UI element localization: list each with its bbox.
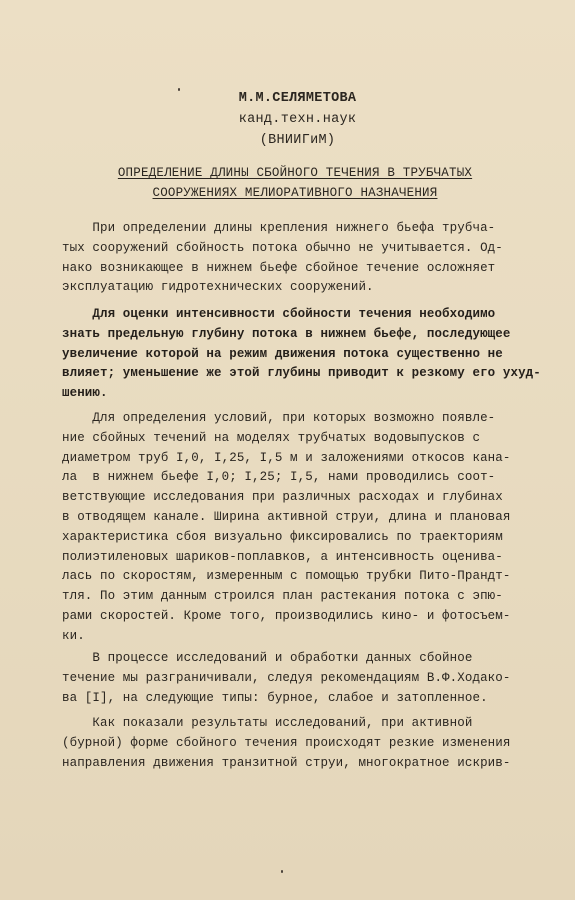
author-name: М.М.СЕЛЯМЕТОВА: [238, 91, 357, 106]
text-line: влияет; уменьшение же этой глубины приводит к резкому его ухуд-: [62, 366, 541, 381]
text-line: ла в нижнем бьефе I,0; I,25; I,5, нами проводились соот-: [62, 470, 496, 485]
text-line: ки.: [62, 628, 85, 643]
text-line: (бурной) форме сбойного течения происходят резкие изменения: [62, 735, 511, 750]
ink-speck: [281, 870, 283, 873]
paragraph-5: [62, 714, 522, 773]
text-line: тля. По этим данным строился план растекания потока с эпю-: [62, 589, 503, 604]
ink-speck: [178, 88, 180, 91]
text-line: в отводящем канале. Ширина активной струи, длина и плановая: [62, 509, 511, 524]
paragraph-1: [62, 219, 522, 298]
paragraph-4: [62, 649, 522, 708]
text-line: направления движения транзитной струи, многократное искрив-: [62, 755, 511, 770]
text-line: лась по скоростям, измеренным с помощью трубки Пито-Прандт-: [62, 569, 511, 584]
title-line: ОПРЕДЕЛЕНИЕ ДЛИНЫ СБОЙНОГО ТЕЧЕНИЯ В ТРУБЧАТЫХ: [117, 166, 473, 180]
text-line: знать предельную глубину потока в нижнем бьефе, последующее: [62, 326, 511, 341]
paragraph-2: [62, 305, 541, 404]
article-title: [60, 163, 530, 203]
text-line: ние сбойных течений на моделях трубчатых водовыпусков с: [62, 430, 481, 445]
text-line: Для оценки интенсивности сбойности течения необходимо: [62, 307, 496, 321]
text-line: рами скоростей. Кроме того, производились кино- и фотосъем-: [62, 608, 511, 623]
text-line: При определении длины крепления нижнего бьефа трубча-: [62, 221, 496, 235]
text-line: нако возникающее в нижнем бьефе сбойное течение осложняет: [62, 260, 496, 275]
text-line: течение мы разграничивали, следуя рекомендациям В.Ф.Ходако-: [62, 670, 511, 685]
text-line: Как показали результаты исследований, при активной: [62, 716, 473, 730]
text-line: характеристика сбоя визуально фиксировались по траекториям: [62, 529, 503, 544]
text-line: увеличение которой на режим движения потока существенно не: [62, 346, 503, 361]
paragraph-3: [62, 409, 522, 647]
text-line: эксплуатацию гидротехнических сооружений.: [62, 280, 374, 295]
text-line: диаметром труб I,0, I,25, I,5 м и заложениями откосов кана-: [62, 450, 511, 465]
author-organization: (ВНИИГиМ): [259, 133, 336, 148]
text-line: Для определения условий, при которых возможно появле-: [62, 411, 496, 425]
title-line: СООРУЖЕНИЯХ МЕЛИОРАТИВНОГО НАЗНАЧЕНИЯ: [152, 186, 438, 200]
author-degree: канд.техн.наук: [238, 112, 357, 127]
text-line: ветствующие исследования при различных расходах и глубинах: [62, 490, 503, 505]
text-line: шению.: [62, 386, 108, 401]
text-line: В процессе исследований и обработки данных сбойное: [62, 651, 473, 665]
text-line: тых сооружений сбойность потока обычно не учитывается. Од-: [62, 240, 503, 255]
text-line: полиэтиленовых шариков-поплавков, а интенсивность оценива-: [62, 549, 503, 564]
text-line: ва [I], на следующие типы: бурное, слабое и затопленное.: [62, 690, 488, 705]
